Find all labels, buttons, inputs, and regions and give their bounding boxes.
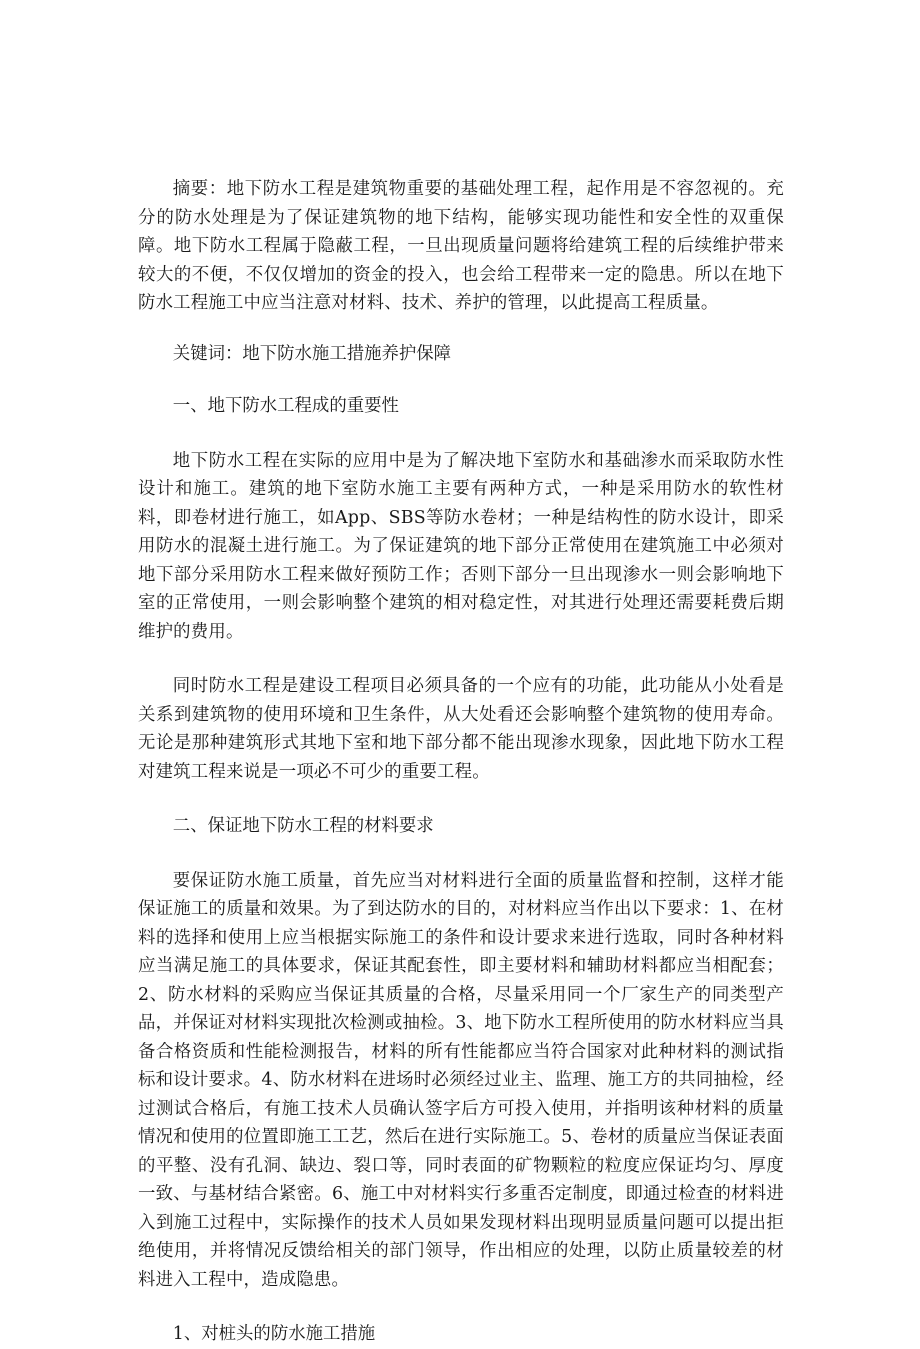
spacer: [138, 368, 784, 392]
spacer: [138, 421, 784, 447]
spacer: [138, 318, 784, 340]
keywords-line: 关键词：地下防水施工措施养护保障: [172, 343, 452, 364]
spacer: [138, 786, 784, 812]
abstract-paragraph: 摘要：地下防水工程是建筑物重要的基础处理工程，起作用是不容忽视的。充分的防水处理是为了保证建筑物的地下结构，能够实现功能性和安全性的双重保障。地下防水工程属于隐蔽工程，一旦出现质量问题将给建筑工程的后续维护带来较大的不便，不仅仅增加的资金的投入，也会给工程带来一定的隐患。所以在地下防水工程施工中应当注意对材料、技术、养护的管理，以此提高工程质量。: [138, 179, 784, 313]
section-2-heading: 二、保证地下防水工程的材料要求: [172, 816, 434, 836]
document-body: [138, 175, 784, 1349]
section-1-paragraph-2: 同时防水工程是建设工程项目必须具备的一个应有的功能，此功能从小处看是关系到建筑物的使用环境和卫生条件，从大处看还会影响整个建筑物的使用寿命。无论是那种建筑形式其地下室和地下部分都不能出现渗水现象，因此地下防水工程对建筑工程来说是一项必不可少的重要工程。: [138, 676, 784, 782]
section-1-paragraph-1: 地下防水工程在实际的应用中是为了解决地下室防水和基础渗水而采取防水性设计和施工。建筑的地下室防水施工主要有两种方式，一种是采用防水的软性材料，即卷材进行施工，如App、SBS等防水卷材；一种是结构性的防水设计，即采用防水的混凝土进行施工。为了保证建筑的地下部分正常使用在建筑施工中必须对地下部分采用防水工程来做好预防工作；否则下部分一旦出现渗水一则会影响地下室的正常使用，一则会影响整个建筑的相对稳定性，对其进行处理还需要耗费后期维护的费用。: [138, 450, 784, 642]
spacer: [138, 646, 784, 672]
spacer: [138, 1294, 784, 1320]
subsection-1-heading: 1、对桩头的防水施工措施: [172, 1324, 376, 1344]
section-2-paragraph-1: 要保证防水施工质量，首先应当对材料进行全面的质量监督和控制，这样才能保证施工的质量和效果。为了到达防水的目的，对材料应当作出以下要求：1、在材料的选择和使用上应当根据实际施工的条件和设计要求来进行选取，同时各种材料应当满足施工的具体要求，保证其配套性，即主要材料和辅助材料都应当相配套；2、防水材料的采购应当保证其质量的合格，尽量采用同一个厂家生产的同类型产品，并保证对材料实现批次检测或抽检。3、地下防水工程所使用的防水材料应当具备合格资质和性能检测报告，材料的所有性能都应当符合国家对此种材料的测试指标和设计要求。4、防水材料在进场时必须经过业主、监理、施工方的共同抽检，经过测试合格后，有施工技术人员确认签字后方可投入使用，并指明该种材料的质量情况和使用的位置即施工工艺，然后在进行实际施工。5、卷材的质量应当保证表面的平整、没有孔洞、缺边、裂口等，同时表面的矿物颗粒的粒度应保证均匀、厚度一致、与基材结合紧密。6、施工中对材料实行多重否定制度，即通过检查的材料进入到施工过程中，实际操作的技术人员如果发现材料出现明显质量问题可以提出拒绝使用，并将情况反馈给相关的部门领导，作出相应的处理，以防止质量较差的材料进入工程中，造成隐患。: [138, 870, 784, 1290]
section-1-heading: 一、地下防水工程成的重要性: [172, 396, 399, 416]
spacer: [138, 841, 784, 867]
